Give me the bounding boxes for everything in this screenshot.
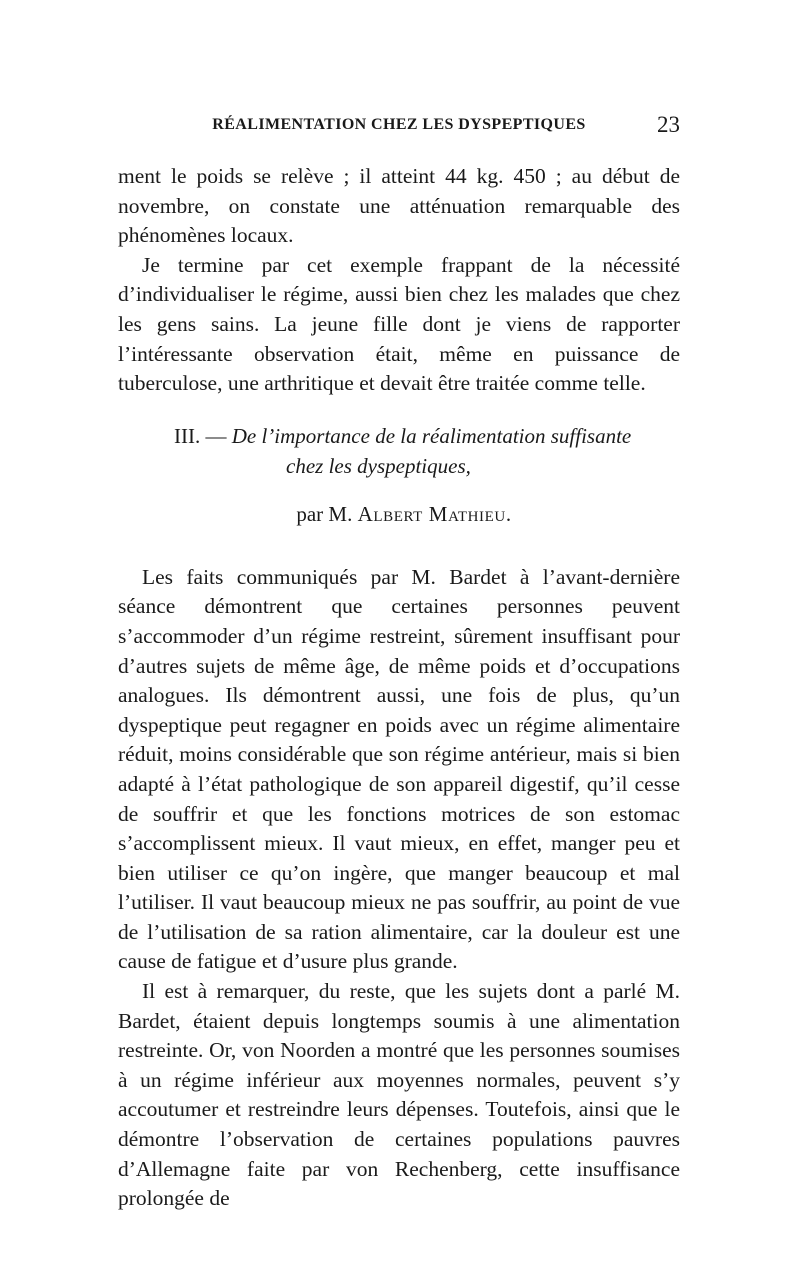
section-title-line2: chez les dyspeptiques, [286,453,471,478]
section-body [118,563,680,1214]
running-title: RÉALIMENTATION CHEZ LES DYSPEPTIQUES [212,116,586,133]
section-heading [174,421,680,451]
paragraph-continued: ment le poids se relève ; il atteint 44 kg. 450 ; au début de novembre, on constate une atténuation remarquable des phénomènes locaux. [118,164,680,248]
byline-prefix: par M. [296,501,353,526]
byline-author: Albert Mathieu. [357,501,512,526]
section-title-line1: De l’importance de la réalimentation suffisante [231,423,632,448]
book-page [118,112,680,1214]
section-numeral: III. — [174,423,227,448]
byline [118,499,680,529]
running-head [118,112,680,144]
paragraph-body-1: Les faits communiqués par M. Bardet à l’avant-dernière séance démontrent que certaines personnes peuvent s’accommoder d’un régime restreint, sûrement insuffisant pour d’autres sujets de même âge, de même poids et d’occupations analogues. Ils démontrent aussi, une fois de plus, qu’un dyspeptique peut regagner en poids avec un régime alimentaire réduit, moins considérable que son régime antérieur, mais si bien adapté à l’état pathologique de son appareil digestif, qu’il cesse de souffrir et que les fonctions motrices de son estomac s’accomplissent mieux. Il vaut mieux, en effet, manger peu et bien utiliser ce qu’on ingère, que manger beaucoup et mal l’utiliser. Il vaut beaucoup mieux ne pas souffrir, au point de vue de l’utilisation de sa ration alimentaire, car la douleur est une cause de fatigue et d’usure plus grande. [118,564,680,974]
paragraph-conclusion: Je termine par cet exemple frappant de la nécessité d’individualiser le régime, aussi bien chez les malades que chez les gens sains. La jeune fille dont je viens de rapporter l’intéressante observation était, même en puissance de tuberculose, une arthritique et devait être traitée comme telle. [118,252,680,396]
page-number: 23 [657,112,680,137]
paragraph-body-2: Il est à remarquer, du reste, que les sujets dont a parlé M. Bardet, étaient depuis longtemps soumis à une alimentation restreinte. Or, von Noorden a montré que les personnes soumises à un régime inférieur aux moyennes normales, peuvent s’y accoutumer et restreindre leurs dépenses. Toutefois, ainsi que le démontre l’observation de certaines populations pauvres d’Allemagne faite par von Rechenberg, cette insuffisance prolongée de [118,979,680,1211]
